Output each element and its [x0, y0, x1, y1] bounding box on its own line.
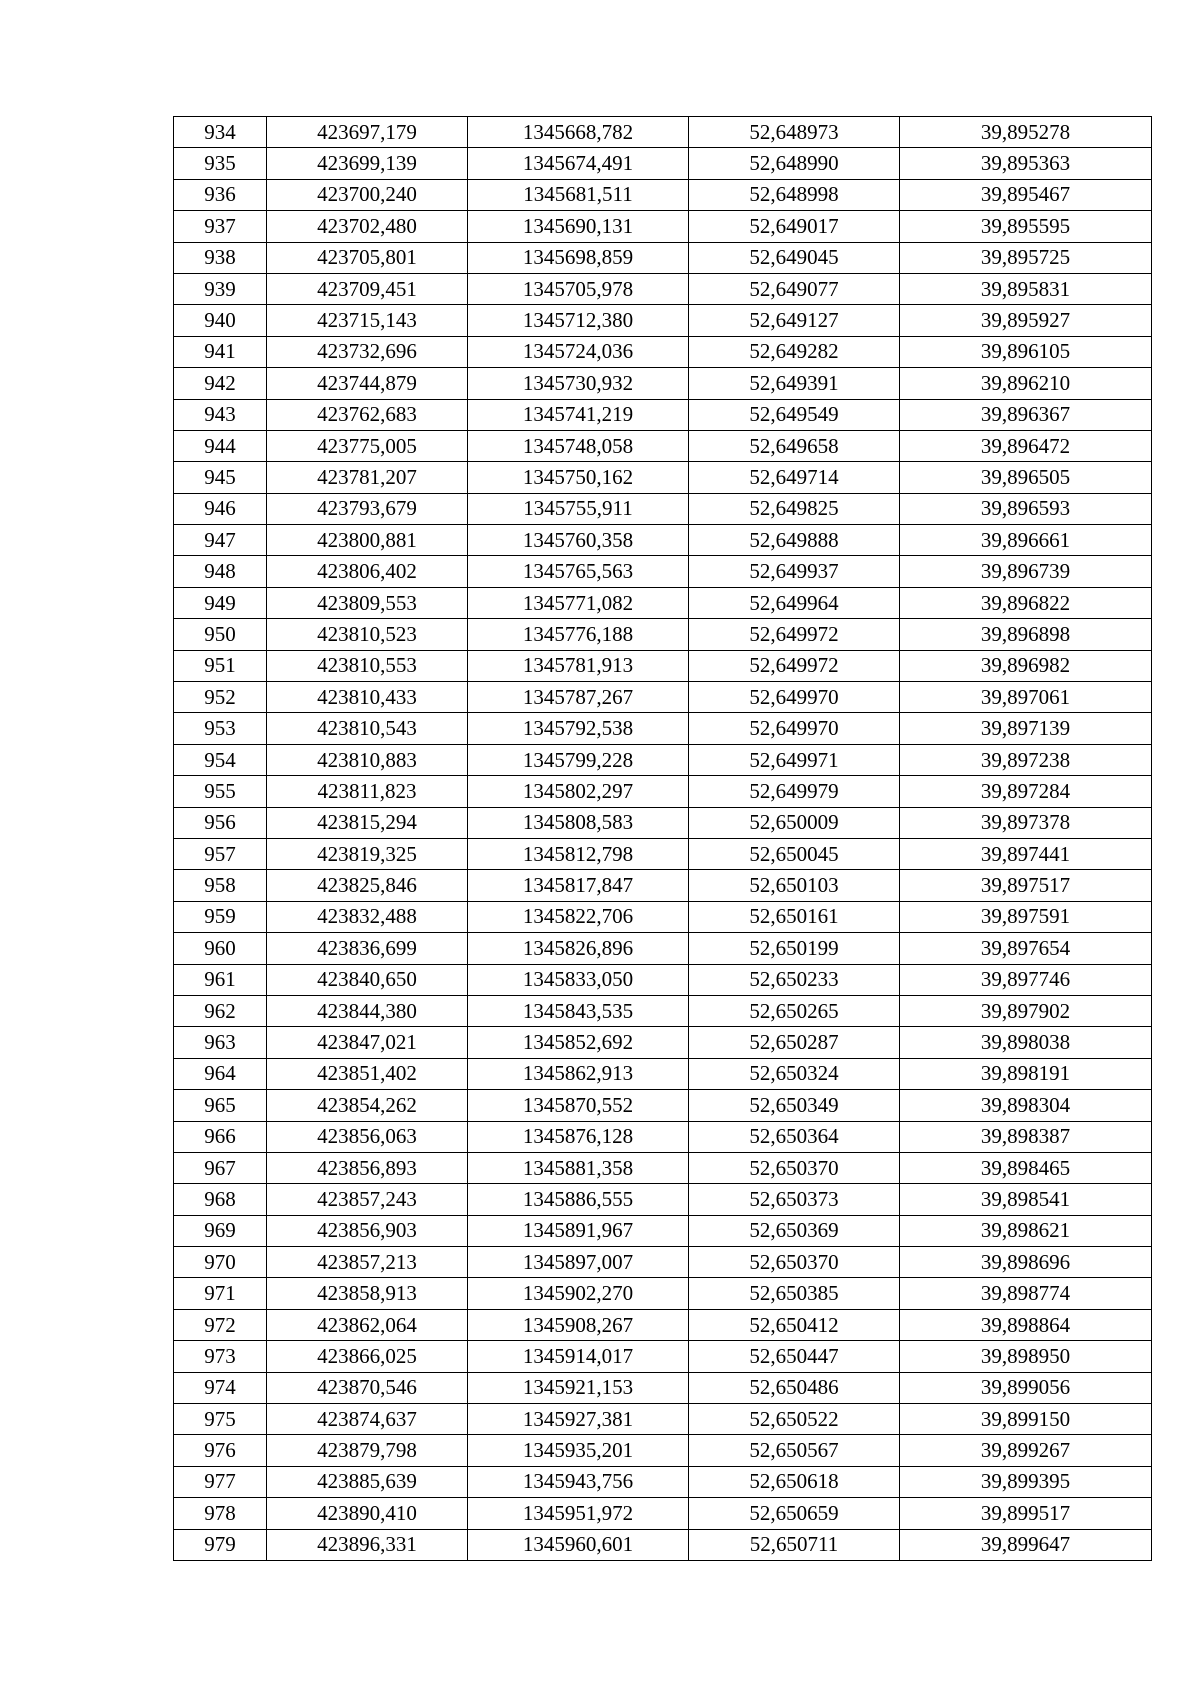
- coord-x-cell: 423856,063: [267, 1121, 468, 1152]
- coord-x-cell: 423809,553: [267, 587, 468, 618]
- coord-x-cell: 423800,881: [267, 525, 468, 556]
- coord-x-cell: 423851,402: [267, 1058, 468, 1089]
- longitude-cell: 39,898038: [900, 1027, 1152, 1058]
- coord-x-cell: 423879,798: [267, 1435, 468, 1466]
- longitude-cell: 39,899267: [900, 1435, 1152, 1466]
- latitude-cell: 52,650103: [689, 870, 900, 901]
- coord-x-cell: 423896,331: [267, 1529, 468, 1560]
- table-row: [174, 368, 1152, 399]
- longitude-cell: 39,895927: [900, 305, 1152, 336]
- longitude-cell: 39,896822: [900, 587, 1152, 618]
- coord-x-cell: 423810,553: [267, 650, 468, 681]
- coord-y-cell: 1345935,201: [468, 1435, 689, 1466]
- table-row: [174, 1027, 1152, 1058]
- table-row: [174, 1309, 1152, 1340]
- longitude-cell: 39,896210: [900, 368, 1152, 399]
- longitude-cell: 39,896472: [900, 430, 1152, 461]
- table-row: [174, 1058, 1152, 1089]
- table-row: [174, 1247, 1152, 1278]
- coord-y-cell: 1345826,896: [468, 933, 689, 964]
- latitude-cell: 52,650161: [689, 901, 900, 932]
- longitude-cell: 39,896661: [900, 525, 1152, 556]
- coord-x-cell: 423810,523: [267, 619, 468, 650]
- coord-y-cell: 1345705,978: [468, 273, 689, 304]
- coord-y-cell: 1345943,756: [468, 1466, 689, 1497]
- coord-x-cell: 423856,903: [267, 1215, 468, 1246]
- longitude-cell: 39,899056: [900, 1372, 1152, 1403]
- table-row: [174, 556, 1152, 587]
- longitude-cell: 39,896593: [900, 493, 1152, 524]
- latitude-cell: 52,649549: [689, 399, 900, 430]
- latitude-cell: 52,650369: [689, 1215, 900, 1246]
- point-number-cell: 952: [174, 682, 267, 713]
- coord-x-cell: 423806,402: [267, 556, 468, 587]
- latitude-cell: 52,650370: [689, 1247, 900, 1278]
- coord-x-cell: 423697,179: [267, 117, 468, 148]
- point-number-cell: 964: [174, 1058, 267, 1089]
- table-row: [174, 776, 1152, 807]
- point-number-cell: 940: [174, 305, 267, 336]
- latitude-cell: 52,649017: [689, 211, 900, 242]
- longitude-cell: 39,897061: [900, 682, 1152, 713]
- point-number-cell: 935: [174, 148, 267, 179]
- latitude-cell: 52,649714: [689, 462, 900, 493]
- table-row: [174, 682, 1152, 713]
- latitude-cell: 52,649972: [689, 619, 900, 650]
- table-row: [174, 1152, 1152, 1183]
- longitude-cell: 39,899647: [900, 1529, 1152, 1560]
- table-row: [174, 336, 1152, 367]
- table-row: [174, 1498, 1152, 1529]
- coord-x-cell: 423810,883: [267, 744, 468, 775]
- coord-y-cell: 1345712,380: [468, 305, 689, 336]
- longitude-cell: 39,896367: [900, 399, 1152, 430]
- table-row: [174, 838, 1152, 869]
- latitude-cell: 52,650287: [689, 1027, 900, 1058]
- point-number-cell: 937: [174, 211, 267, 242]
- point-number-cell: 938: [174, 242, 267, 273]
- latitude-cell: 52,649970: [689, 713, 900, 744]
- point-number-cell: 962: [174, 995, 267, 1026]
- coord-y-cell: 1345730,932: [468, 368, 689, 399]
- coord-y-cell: 1345886,555: [468, 1184, 689, 1215]
- latitude-cell: 52,650370: [689, 1152, 900, 1183]
- latitude-cell: 52,649972: [689, 650, 900, 681]
- table-row: [174, 933, 1152, 964]
- table-row: [174, 650, 1152, 681]
- longitude-cell: 39,897591: [900, 901, 1152, 932]
- point-number-cell: 956: [174, 807, 267, 838]
- coord-x-cell: 423844,380: [267, 995, 468, 1026]
- point-number-cell: 934: [174, 117, 267, 148]
- latitude-cell: 52,650009: [689, 807, 900, 838]
- latitude-cell: 52,649127: [689, 305, 900, 336]
- coord-y-cell: 1345822,706: [468, 901, 689, 932]
- latitude-cell: 52,649658: [689, 430, 900, 461]
- coord-y-cell: 1345741,219: [468, 399, 689, 430]
- table-row: [174, 619, 1152, 650]
- longitude-cell: 39,897139: [900, 713, 1152, 744]
- latitude-cell: 52,650349: [689, 1090, 900, 1121]
- longitude-cell: 39,897902: [900, 995, 1152, 1026]
- point-number-cell: 936: [174, 179, 267, 210]
- latitude-cell: 52,650618: [689, 1466, 900, 1497]
- latitude-cell: 52,649045: [689, 242, 900, 273]
- latitude-cell: 52,649077: [689, 273, 900, 304]
- longitude-cell: 39,898465: [900, 1152, 1152, 1183]
- table-row: [174, 1466, 1152, 1497]
- coord-x-cell: 423699,139: [267, 148, 468, 179]
- point-number-cell: 959: [174, 901, 267, 932]
- point-number-cell: 941: [174, 336, 267, 367]
- point-number-cell: 963: [174, 1027, 267, 1058]
- latitude-cell: 52,649282: [689, 336, 900, 367]
- coord-y-cell: 1345776,188: [468, 619, 689, 650]
- coord-y-cell: 1345781,913: [468, 650, 689, 681]
- latitude-cell: 52,648990: [689, 148, 900, 179]
- latitude-cell: 52,650045: [689, 838, 900, 869]
- coord-y-cell: 1345690,131: [468, 211, 689, 242]
- table-row: [174, 462, 1152, 493]
- table-row: [174, 242, 1152, 273]
- table-row: [174, 901, 1152, 932]
- table-row: [174, 1341, 1152, 1372]
- longitude-cell: 39,898621: [900, 1215, 1152, 1246]
- table-row: [174, 964, 1152, 995]
- point-number-cell: 979: [174, 1529, 267, 1560]
- latitude-cell: 52,650447: [689, 1341, 900, 1372]
- table-row: [174, 1278, 1152, 1309]
- coord-y-cell: 1345951,972: [468, 1498, 689, 1529]
- latitude-cell: 52,650659: [689, 1498, 900, 1529]
- coord-x-cell: 423819,325: [267, 838, 468, 869]
- table-row: [174, 995, 1152, 1026]
- longitude-cell: 39,895363: [900, 148, 1152, 179]
- longitude-cell: 39,897378: [900, 807, 1152, 838]
- table-row: [174, 305, 1152, 336]
- latitude-cell: 52,650412: [689, 1309, 900, 1340]
- coord-y-cell: 1345843,535: [468, 995, 689, 1026]
- point-number-cell: 966: [174, 1121, 267, 1152]
- coord-y-cell: 1345808,583: [468, 807, 689, 838]
- latitude-cell: 52,650711: [689, 1529, 900, 1560]
- coord-y-cell: 1345698,859: [468, 242, 689, 273]
- latitude-cell: 52,650522: [689, 1404, 900, 1435]
- point-number-cell: 948: [174, 556, 267, 587]
- table-row: [174, 1121, 1152, 1152]
- coord-x-cell: 423810,543: [267, 713, 468, 744]
- table-row: [174, 713, 1152, 744]
- point-number-cell: 957: [174, 838, 267, 869]
- coord-x-cell: 423810,433: [267, 682, 468, 713]
- longitude-cell: 39,899395: [900, 1466, 1152, 1497]
- coord-x-cell: 423866,025: [267, 1341, 468, 1372]
- coord-y-cell: 1345724,036: [468, 336, 689, 367]
- longitude-cell: 39,898950: [900, 1341, 1152, 1372]
- coord-x-cell: 423715,143: [267, 305, 468, 336]
- longitude-cell: 39,895725: [900, 242, 1152, 273]
- longitude-cell: 39,896982: [900, 650, 1152, 681]
- table-row: [174, 1215, 1152, 1246]
- coord-y-cell: 1345881,358: [468, 1152, 689, 1183]
- longitude-cell: 39,896105: [900, 336, 1152, 367]
- longitude-cell: 39,896898: [900, 619, 1152, 650]
- coord-y-cell: 1345897,007: [468, 1247, 689, 1278]
- latitude-cell: 52,649970: [689, 682, 900, 713]
- table-row: [174, 1090, 1152, 1121]
- coord-x-cell: 423870,546: [267, 1372, 468, 1403]
- coord-y-cell: 1345668,782: [468, 117, 689, 148]
- longitude-cell: 39,899150: [900, 1404, 1152, 1435]
- coord-x-cell: 423825,846: [267, 870, 468, 901]
- longitude-cell: 39,897238: [900, 744, 1152, 775]
- point-number-cell: 950: [174, 619, 267, 650]
- longitude-cell: 39,898387: [900, 1121, 1152, 1152]
- table-row: [174, 493, 1152, 524]
- coord-x-cell: 423700,240: [267, 179, 468, 210]
- coord-x-cell: 423781,207: [267, 462, 468, 493]
- coord-y-cell: 1345674,491: [468, 148, 689, 179]
- table-row: [174, 273, 1152, 304]
- latitude-cell: 52,649971: [689, 744, 900, 775]
- point-number-cell: 974: [174, 1372, 267, 1403]
- coord-x-cell: 423857,213: [267, 1247, 468, 1278]
- latitude-cell: 52,650324: [689, 1058, 900, 1089]
- longitude-cell: 39,899517: [900, 1498, 1152, 1529]
- point-number-cell: 943: [174, 399, 267, 430]
- coord-y-cell: 1345787,267: [468, 682, 689, 713]
- table-row: [174, 587, 1152, 618]
- point-number-cell: 955: [174, 776, 267, 807]
- longitude-cell: 39,895595: [900, 211, 1152, 242]
- table-row: [174, 148, 1152, 179]
- coord-x-cell: 423858,913: [267, 1278, 468, 1309]
- coord-y-cell: 1345902,270: [468, 1278, 689, 1309]
- coord-x-cell: 423832,488: [267, 901, 468, 932]
- coordinates-table-body: [174, 117, 1152, 1561]
- coord-x-cell: 423709,451: [267, 273, 468, 304]
- coord-y-cell: 1345833,050: [468, 964, 689, 995]
- table-row: [174, 1435, 1152, 1466]
- latitude-cell: 52,649825: [689, 493, 900, 524]
- coord-x-cell: 423840,650: [267, 964, 468, 995]
- latitude-cell: 52,648998: [689, 179, 900, 210]
- point-number-cell: 942: [174, 368, 267, 399]
- table-row: [174, 1529, 1152, 1560]
- table-row: [174, 525, 1152, 556]
- latitude-cell: 52,650486: [689, 1372, 900, 1403]
- longitude-cell: 39,898541: [900, 1184, 1152, 1215]
- longitude-cell: 39,898774: [900, 1278, 1152, 1309]
- latitude-cell: 52,650199: [689, 933, 900, 964]
- longitude-cell: 39,896505: [900, 462, 1152, 493]
- longitude-cell: 39,898864: [900, 1309, 1152, 1340]
- coord-y-cell: 1345681,511: [468, 179, 689, 210]
- coord-y-cell: 1345908,267: [468, 1309, 689, 1340]
- coord-x-cell: 423862,064: [267, 1309, 468, 1340]
- point-number-cell: 970: [174, 1247, 267, 1278]
- latitude-cell: 52,650265: [689, 995, 900, 1026]
- point-number-cell: 944: [174, 430, 267, 461]
- coord-x-cell: 423854,262: [267, 1090, 468, 1121]
- point-number-cell: 947: [174, 525, 267, 556]
- longitude-cell: 39,897517: [900, 870, 1152, 901]
- point-number-cell: 965: [174, 1090, 267, 1121]
- coord-y-cell: 1345914,017: [468, 1341, 689, 1372]
- coord-y-cell: 1345817,847: [468, 870, 689, 901]
- coord-y-cell: 1345755,911: [468, 493, 689, 524]
- point-number-cell: 976: [174, 1435, 267, 1466]
- point-number-cell: 951: [174, 650, 267, 681]
- point-number-cell: 939: [174, 273, 267, 304]
- coord-y-cell: 1345921,153: [468, 1372, 689, 1403]
- point-number-cell: 958: [174, 870, 267, 901]
- longitude-cell: 39,895278: [900, 117, 1152, 148]
- coord-y-cell: 1345765,563: [468, 556, 689, 587]
- coord-x-cell: 423885,639: [267, 1466, 468, 1497]
- point-number-cell: 978: [174, 1498, 267, 1529]
- point-number-cell: 953: [174, 713, 267, 744]
- longitude-cell: 39,898696: [900, 1247, 1152, 1278]
- longitude-cell: 39,895467: [900, 179, 1152, 210]
- coord-x-cell: 423762,683: [267, 399, 468, 430]
- table-row: [174, 1404, 1152, 1435]
- coord-y-cell: 1345760,358: [468, 525, 689, 556]
- latitude-cell: 52,650233: [689, 964, 900, 995]
- longitude-cell: 39,897284: [900, 776, 1152, 807]
- coord-x-cell: 423732,696: [267, 336, 468, 367]
- table-row: [174, 870, 1152, 901]
- coord-x-cell: 423705,801: [267, 242, 468, 273]
- latitude-cell: 52,649888: [689, 525, 900, 556]
- coord-x-cell: 423702,480: [267, 211, 468, 242]
- point-number-cell: 972: [174, 1309, 267, 1340]
- point-number-cell: 975: [174, 1404, 267, 1435]
- coord-y-cell: 1345771,082: [468, 587, 689, 618]
- longitude-cell: 39,898304: [900, 1090, 1152, 1121]
- point-number-cell: 946: [174, 493, 267, 524]
- coord-y-cell: 1345792,538: [468, 713, 689, 744]
- coord-y-cell: 1345750,162: [468, 462, 689, 493]
- coord-y-cell: 1345960,601: [468, 1529, 689, 1560]
- longitude-cell: 39,898191: [900, 1058, 1152, 1089]
- latitude-cell: 52,649391: [689, 368, 900, 399]
- table-row: [174, 430, 1152, 461]
- latitude-cell: 52,649964: [689, 587, 900, 618]
- coord-x-cell: 423847,021: [267, 1027, 468, 1058]
- coord-x-cell: 423856,893: [267, 1152, 468, 1183]
- coord-x-cell: 423775,005: [267, 430, 468, 461]
- longitude-cell: 39,897654: [900, 933, 1152, 964]
- coord-y-cell: 1345891,967: [468, 1215, 689, 1246]
- coord-x-cell: 423874,637: [267, 1404, 468, 1435]
- table-row: [174, 399, 1152, 430]
- coord-y-cell: 1345812,798: [468, 838, 689, 869]
- coord-y-cell: 1345862,913: [468, 1058, 689, 1089]
- coord-y-cell: 1345927,381: [468, 1404, 689, 1435]
- coord-y-cell: 1345852,692: [468, 1027, 689, 1058]
- table-row: [174, 1372, 1152, 1403]
- point-number-cell: 969: [174, 1215, 267, 1246]
- latitude-cell: 52,648973: [689, 117, 900, 148]
- latitude-cell: 52,649979: [689, 776, 900, 807]
- coordinates-table: [173, 116, 1152, 1561]
- point-number-cell: 945: [174, 462, 267, 493]
- point-number-cell: 968: [174, 1184, 267, 1215]
- coord-y-cell: 1345748,058: [468, 430, 689, 461]
- coord-x-cell: 423857,243: [267, 1184, 468, 1215]
- coord-y-cell: 1345802,297: [468, 776, 689, 807]
- table-row: [174, 179, 1152, 210]
- coord-x-cell: 423811,823: [267, 776, 468, 807]
- longitude-cell: 39,897746: [900, 964, 1152, 995]
- table-row: [174, 744, 1152, 775]
- latitude-cell: 52,650373: [689, 1184, 900, 1215]
- longitude-cell: 39,897441: [900, 838, 1152, 869]
- coord-y-cell: 1345799,228: [468, 744, 689, 775]
- latitude-cell: 52,649937: [689, 556, 900, 587]
- coord-y-cell: 1345876,128: [468, 1121, 689, 1152]
- latitude-cell: 52,650364: [689, 1121, 900, 1152]
- point-number-cell: 954: [174, 744, 267, 775]
- point-number-cell: 967: [174, 1152, 267, 1183]
- point-number-cell: 961: [174, 964, 267, 995]
- coord-x-cell: 423744,879: [267, 368, 468, 399]
- latitude-cell: 52,650567: [689, 1435, 900, 1466]
- longitude-cell: 39,896739: [900, 556, 1152, 587]
- table-row: [174, 1184, 1152, 1215]
- point-number-cell: 949: [174, 587, 267, 618]
- latitude-cell: 52,650385: [689, 1278, 900, 1309]
- table-row: [174, 807, 1152, 838]
- coord-y-cell: 1345870,552: [468, 1090, 689, 1121]
- coord-x-cell: 423890,410: [267, 1498, 468, 1529]
- longitude-cell: 39,895831: [900, 273, 1152, 304]
- table-row: [174, 117, 1152, 148]
- coord-x-cell: 423815,294: [267, 807, 468, 838]
- coord-x-cell: 423836,699: [267, 933, 468, 964]
- point-number-cell: 960: [174, 933, 267, 964]
- coord-x-cell: 423793,679: [267, 493, 468, 524]
- point-number-cell: 973: [174, 1341, 267, 1372]
- point-number-cell: 977: [174, 1466, 267, 1497]
- point-number-cell: 971: [174, 1278, 267, 1309]
- table-row: [174, 211, 1152, 242]
